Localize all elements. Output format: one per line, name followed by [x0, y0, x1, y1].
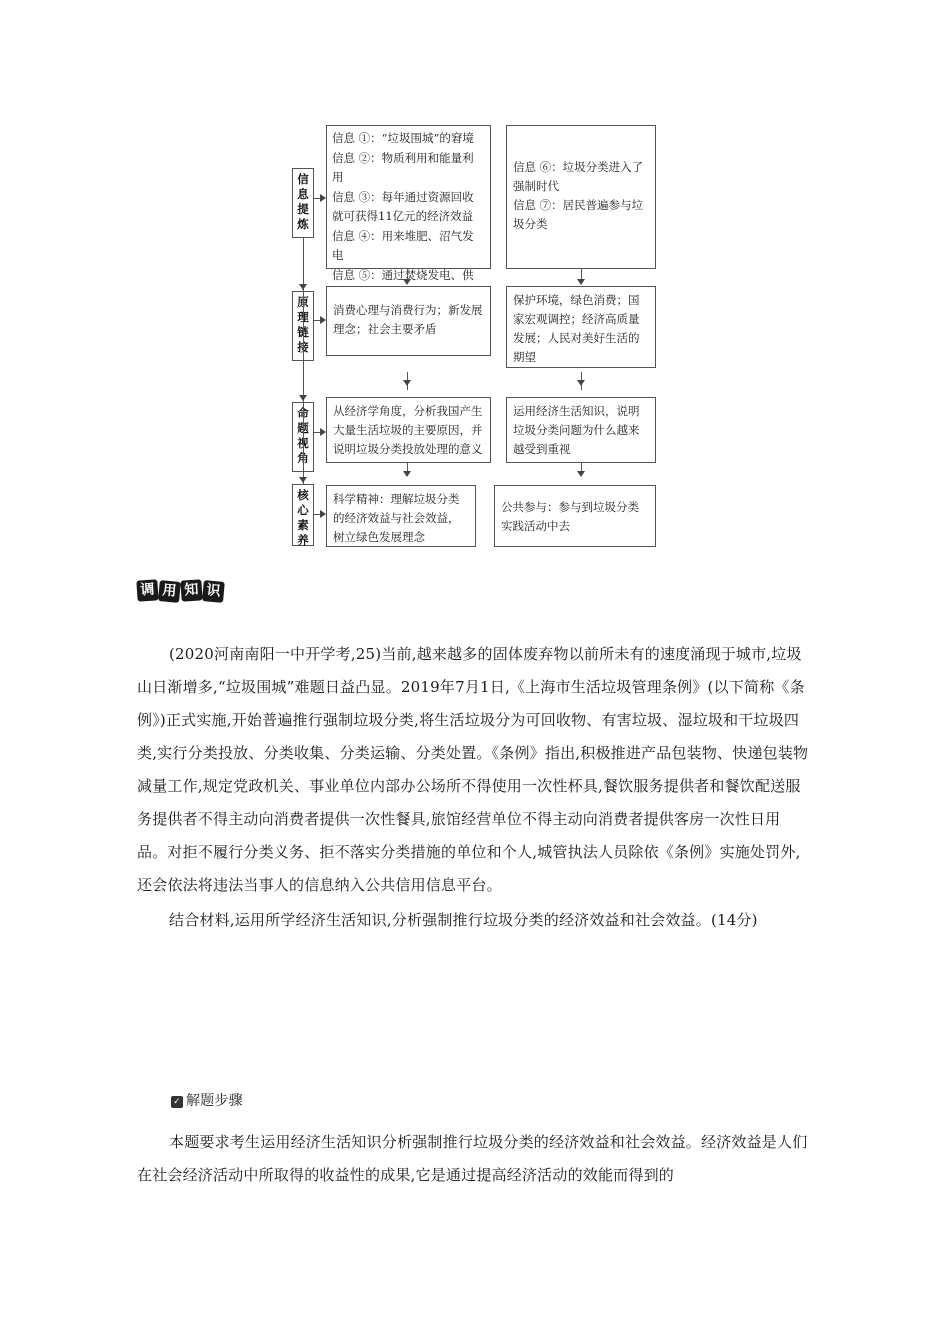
- answer-paragraph: 本题要求考生运用经济生活知识分析强制推行垃圾分类的经济效益和社会效益。经济效益是人们在社会经济活动中所取得的收益性的成果,它是通过提高经济活动的效能而得到的: [137, 1133, 808, 1184]
- principle-node-right: 保护环境，绿色消费；国家宏观调控；经济高质量发展；人民对美好生活的期望: [506, 286, 656, 368]
- column-arrow: [577, 380, 585, 386]
- question-prompt: 结合材料,运用所学经济生活知识,分析强制推行垃圾分类的经济效益和社会效益。(14分): [169, 911, 758, 929]
- label-proposition-view: 命题视角: [292, 402, 314, 472]
- label-info-extract: 信息提炼: [292, 168, 314, 238]
- check-icon: ✓: [171, 1096, 183, 1108]
- label-core-literacy: 核心素养: [292, 484, 314, 546]
- proposition-node-left: 从经济学角度，分析我国产生大量生活垃圾的主要原因，并说明垃圾分类投放处理的意义: [326, 397, 491, 463]
- column-line: [581, 269, 582, 279]
- solution-section: [137, 1085, 809, 1192]
- material-paragraph: (2020河南南阳一中开学考,25)当前,越来越多的固体废弃物以前所未有的速度涌现于城市,垃圾山日渐增多,“垃圾围城”难题日益凸显。2019年7月1日,《上海市生活垃圾管理条例》(以下简称《条例》)正式实施,开始普遍推行强制垃圾分类,将生活垃圾分为可回收物、有害垃圾、湿垃圾和干垃圾四类,实行分类投放、分类收集、分类运输、分类处置。《条例》指出,积极推进产品包装物、快递包装物减量工作,规定党政机关、事业单位内部办公场所不得使用一次性杯具,餐饮服务提供者和餐饮配送服务提供者不得主动向消费者提供一次性餐具,旅馆经营单位不得主动向消费者提供客房一次性日用品。对拒不履行分类义务、拒不落实分类措施的单位和个人,城管执法人员除依《条例》实施处罚外,还会依法将违法当事人的信息纳入公共信用信息平台。: [137, 645, 809, 894]
- spine-arrow: [299, 477, 307, 483]
- column-arrow: [403, 279, 411, 285]
- step-title: 解题步骤: [186, 1093, 243, 1109]
- column-line: [407, 269, 408, 279]
- column-arrow: [577, 471, 585, 477]
- spine-arrow: [299, 395, 307, 401]
- column-arrow: [577, 279, 585, 285]
- question-material: [137, 638, 809, 937]
- section-badge: 调 用 知 识: [137, 580, 225, 601]
- column-arrow: [403, 380, 411, 386]
- label-principle-link: 原理链接: [292, 291, 314, 361]
- literacy-node-right: 公共参与：参与到垃圾分类实践活动中去: [494, 485, 656, 547]
- literacy-node-left: 科学精神：理解垃圾分类的经济效益与社会效益，树立绿色发展理念: [326, 485, 476, 547]
- step-heading: [171, 1085, 809, 1118]
- principle-node-left: 消费心理与消费行为；新发展理念；社会主要矛盾: [326, 286, 491, 356]
- spine-arrow: [299, 284, 307, 290]
- info-node-right: 信息 ⑥：垃圾分类进入了强制时代 信息 ⑦：居民普遍参与垃圾分类: [506, 125, 656, 269]
- flow-diagram: [0, 0, 950, 560]
- spine-line: [303, 238, 304, 484]
- info-node-left: 信息 ①：“垃圾围城”的窘境 信息 ②：物质利用和能量利用 信息 ③：每年通过资源回收就可获得11亿元的经济效益 信息 ④：用来堆肥、沼气发电 信息 ⑤：通过焚烧发电、供: [326, 125, 491, 269]
- proposition-node-right: 运用经济生活知识，说明垃圾分类问题为什么越来越受到重视: [506, 397, 656, 463]
- column-arrow: [403, 471, 411, 477]
